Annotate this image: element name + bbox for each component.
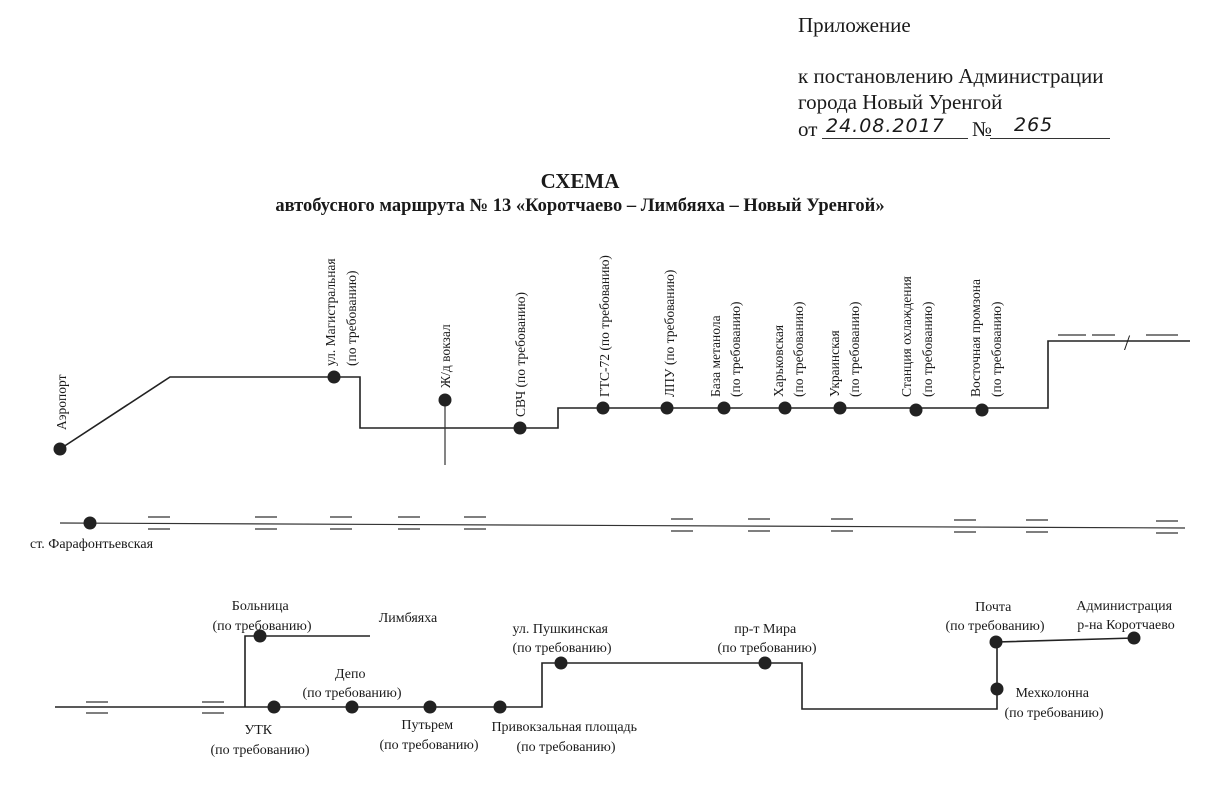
stop-zhd-vokzal	[438, 324, 453, 406]
stop-note: (по требованию)	[516, 740, 616, 755]
railway-line	[60, 523, 1185, 528]
svg-text:пр-т Мира (по требованию	[717, 622, 816, 656]
railway-ties	[148, 517, 1178, 533]
stop-dot	[514, 422, 527, 435]
stop-note: (по требованию)	[847, 301, 862, 397]
stop-note: (по требованию)	[212, 619, 312, 634]
stop-dot	[1128, 632, 1141, 645]
stop-label: Украинская	[827, 330, 842, 397]
stop-kharkovskaya	[771, 302, 806, 415]
station-dot	[84, 517, 97, 530]
svg-text:ул. Пушкинская (по требо	[512, 622, 611, 656]
svg-text:ул. Магистральная (по тр	[323, 255, 359, 366]
svg-text:Восточная промзона (по т	[968, 276, 1004, 397]
stop-label: Восточная промзона	[968, 278, 983, 397]
stop-dot	[779, 402, 792, 415]
date-prefix: от	[798, 117, 818, 141]
stop-limbyayakha	[379, 611, 438, 626]
stop-label: База метанола	[708, 315, 723, 397]
route-line-top	[60, 341, 1190, 449]
stop-dot	[328, 371, 341, 384]
svg-text:Привокзальная площадь (п	[491, 720, 640, 755]
stop-note: (по требованию)	[728, 301, 743, 397]
svg-text:Больница (по требованию)	[212, 599, 311, 634]
stop-dot	[991, 683, 1004, 696]
railway-slash: /	[1124, 330, 1131, 355]
stop-label: Мехколонна	[1015, 686, 1089, 701]
stop-note: (по требованию)	[210, 743, 310, 758]
number-sign: №	[972, 117, 993, 141]
stop-dot	[976, 404, 989, 417]
stop-putrem	[379, 701, 478, 754]
svg-text:Харьковская (по требован	[771, 302, 806, 398]
svg-text:Почта (по требованию)	[945, 600, 1044, 634]
stop-note: (по требованию)	[945, 619, 1045, 634]
stop-label: Путьрем	[401, 718, 454, 733]
scheme-subtitle: автобусного маршрута № 13 «Коротчаево – Лимбяяха – Новый Уренгой»	[275, 196, 885, 216]
stop-note: (по требованию)	[717, 641, 817, 656]
svg-text:База метанола (по требов	[708, 302, 743, 398]
svg-text:Станция охлаждения (по т	[899, 273, 935, 397]
stop-label: пр-т Мира	[734, 622, 797, 637]
stop-lpu	[661, 270, 678, 415]
stop-dot	[54, 443, 67, 456]
stop-dot	[834, 402, 847, 415]
stop-note: р-на Коротчаево	[1077, 618, 1175, 633]
stop-aeroport	[54, 374, 70, 455]
resolution-line-1: к постановлению Администрации	[798, 64, 1104, 88]
stop-dot	[439, 394, 452, 407]
stop-label: ГТС-72 (по требованию)	[597, 255, 612, 397]
stop-label: Привокзальная площадь	[491, 720, 638, 735]
stop-label: Больница	[231, 599, 289, 614]
stop-label: ул. Магистральная	[323, 258, 338, 366]
stop-utk	[210, 701, 309, 759]
svg-text:Администрация р-на Корот	[1076, 599, 1175, 633]
stop-label: ЛПУ (по требованию)	[662, 269, 677, 397]
svg-text:ГТС-72 (по требованию)	[597, 255, 612, 397]
stop-label: Почта	[975, 600, 1012, 615]
stop-note: (по требованию)	[989, 301, 1004, 397]
stop-dot	[494, 701, 507, 714]
stop-privokzalnaya	[491, 701, 640, 756]
stop-dot	[555, 657, 568, 670]
stop-label: ул. Пушкинская	[512, 622, 609, 637]
svg-text:УТК (по требованию)	[210, 723, 309, 758]
stop-dot	[759, 657, 772, 670]
stop-label: УТК	[244, 723, 273, 738]
station-label: ст. Фарафонтьевская	[30, 537, 154, 552]
stop-dot	[424, 701, 437, 714]
stop-label: Лимбяяха	[378, 611, 438, 626]
stop-dot	[346, 701, 359, 714]
stop-note: (по требованию)	[302, 686, 402, 701]
stop-note: (по требованию)	[1004, 706, 1104, 721]
stop-label: Депо	[335, 667, 366, 682]
stop-note: (по требованию)	[920, 301, 935, 397]
resolution-line-2: города Новый Уренгой	[798, 90, 1003, 114]
scheme-title: СХЕМА	[540, 169, 620, 193]
stop-dot	[990, 636, 1003, 649]
stop-magistralnaya	[323, 255, 359, 384]
stop-baza-metanola	[708, 302, 743, 415]
number-value: 265	[1014, 114, 1054, 136]
svg-text:ЛПУ (по требованию)	[662, 270, 677, 397]
stop-ukrainskaya	[827, 302, 862, 415]
svg-text:Путьрем (по требованию)	[379, 718, 478, 753]
stop-gts72	[597, 255, 613, 414]
stop-label: Аэропорт	[54, 374, 69, 430]
svg-text:Депо (по требованию)	[302, 667, 401, 701]
stop-label: Харьковская	[771, 324, 786, 397]
date-value: 24.08.2017	[826, 115, 945, 137]
stop-note: (по требованию)	[791, 301, 806, 397]
svg-text:Мехколонна (по требовани	[1004, 686, 1103, 721]
stop-stantsiya-okhlazhdeniya	[899, 273, 935, 417]
svg-text:Аэропорт	[54, 374, 69, 430]
stop-dot	[718, 402, 731, 415]
stop-note: (по требованию)	[344, 270, 359, 366]
stop-label: Администрация	[1076, 599, 1173, 614]
stop-note: (по требованию)	[379, 738, 479, 753]
stop-label: СВЧ (по требованию)	[513, 292, 528, 417]
stop-note: (по требованию)	[512, 641, 612, 656]
stop-mekhkolonna	[991, 683, 1104, 722]
svg-text:СВЧ (по требованию)	[513, 292, 528, 417]
svg-text:Ж/д вокзал	[438, 324, 453, 388]
stop-dot	[910, 404, 923, 417]
stop-dot	[268, 701, 281, 714]
stop-label: Станция охлаждения	[899, 276, 914, 397]
stop-vostochnaya-promzona	[968, 276, 1004, 417]
stop-dot	[661, 402, 674, 415]
appendix-label: Приложение	[798, 13, 911, 37]
svg-text:Украинская (по требовани	[827, 302, 862, 398]
stop-label: Ж/д вокзал	[438, 324, 453, 388]
stop-svch	[513, 292, 528, 434]
stop-dot	[597, 402, 610, 415]
